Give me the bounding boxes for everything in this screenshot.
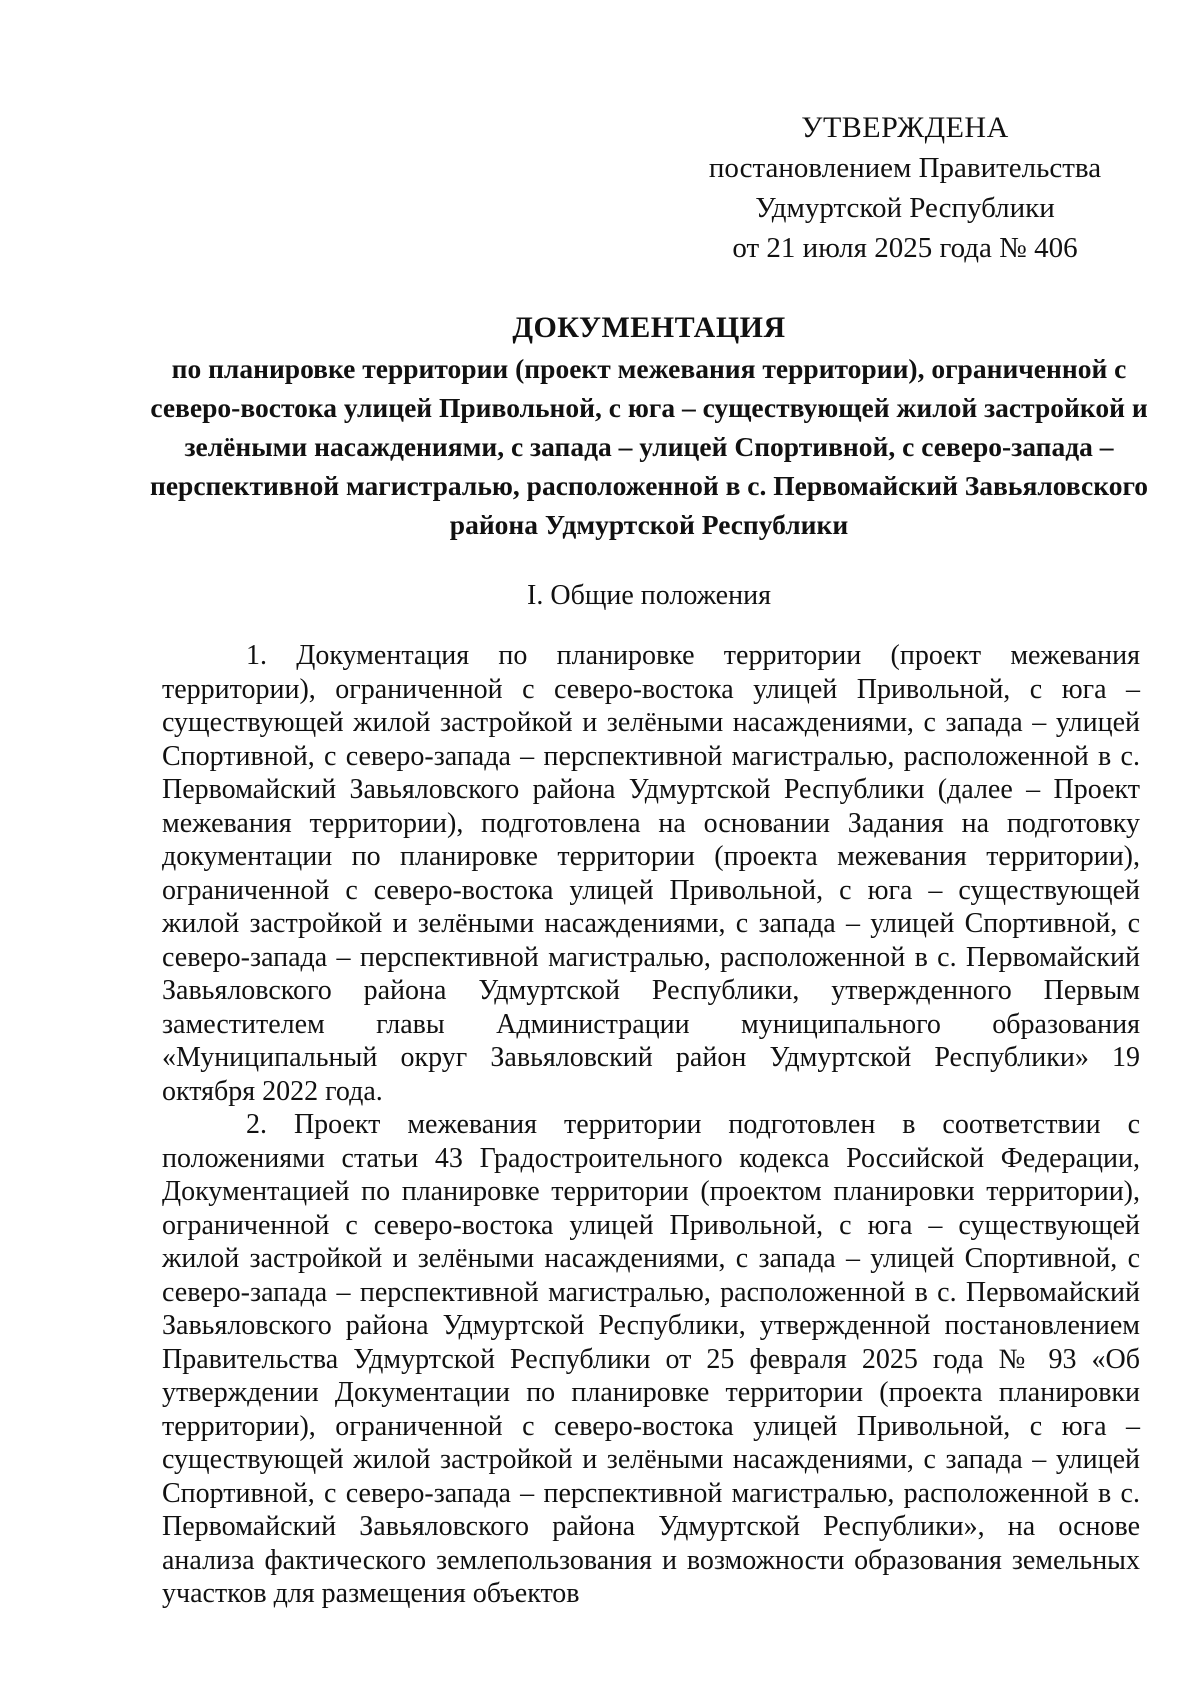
approval-line-2: Удмуртской Республики [755, 192, 1055, 224]
paragraph-2: 2. Проект межевания территории подготовлен в соответствии с положениями статьи 43 Градостроительного кодекса Российской Федерации, Документацией по планировке территории (проектом планировки территории), ограниченной с северо-востока улицей Привольной, с юга – существующей жилой застройкой и зелёными насаждениями, с запада – улицей Спортивной, с северо-запада – перспективной магистралью, расположенной в с. Первомайский Завьяловского района Удмуртской Республики, утвержденной постановлением Правительства Удмуртской Республики от 25 февраля 2025 года № 93 «Об утверждении Документации по планировке территории (проекта планировки территории), ограниченной с северо-востока улицей Привольной, с юга – существующей жилой застройкой и зелёными насаждениями, с запада – улицей Спортивной, с северо-запада – перспективной магистралью, расположенной в с. Первомайский Завьяловского района Удмуртской Республики», на основе анализа фактического землепользования и возможности образования земельных участков для размещения объектов [162, 1109, 1140, 1609]
approval-block [700, 108, 1110, 268]
document-subtitle: по планировке территории (проект межевания территории), ограниченной с северо-востока улицей Привольной, с юга – существующей жилой застройкой и зелёными насаждениями, с запада – улицей Спортивной, с северо-запада – перспективной магистралью, расположенной в с. Первомайский Завьяловского района Удмуртской Республики [150, 353, 1149, 540]
document-body [162, 639, 1140, 1611]
approval-line-1: постановлением Правительства [708, 152, 1102, 184]
section-title: I. Общие положения [527, 580, 771, 611]
approval-stamp: УТВЕРЖДЕНА [801, 111, 1009, 144]
document-heading: ДОКУМЕНТАЦИЯ [512, 311, 786, 344]
paragraph-1: 1. Документация по планировке территории (проект межевания территории), ограниченной с северо-востока улицей Привольной, с юга – существующей жилой застройкой и зелёными насаждениями, с запада – улицей Спортивной, с северо-запада – перспективной магистралью, расположенной в с. Первомайский Завьяловского района Удмуртской Республики (далее – Проект межевания территории), подготовлена на основании Задания на подготовку документации по планировке территории (проекта межевания территории), ограниченной с северо-востока улицей Привольной, с юга – существующей жилой застройкой и зелёными насаждениями, с запада – улицей Спортивной, с северо-запада – перспективной магистралью, расположенной в с. Первомайский Завьяловского района Удмуртской Республики, утвержденного Первым заместителем главы Администрации муниципального образования «Муниципальный округ Завьяловский район Удмуртской Республики» 19 октября 2022 года. [162, 640, 1140, 1107]
document-title [150, 307, 1148, 544]
approval-line-3: от 21 июля 2025 года № 406 [732, 232, 1078, 264]
